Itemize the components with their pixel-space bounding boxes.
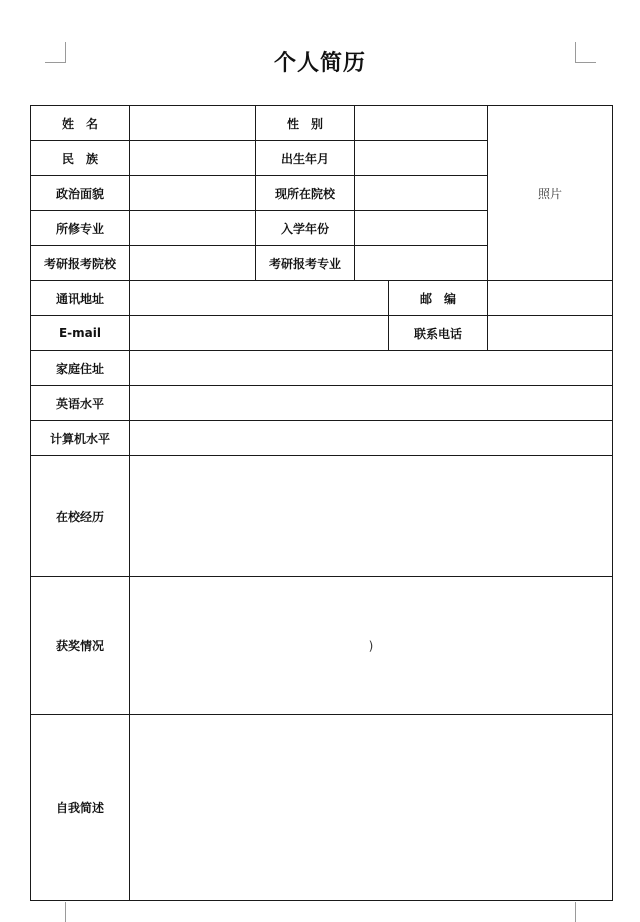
field-enroll-year[interactable] [355, 211, 488, 246]
field-home-address[interactable] [130, 351, 613, 386]
field-birth[interactable] [355, 141, 488, 176]
label-target-school: 考研报考院校 [31, 246, 130, 281]
field-political[interactable] [130, 176, 256, 211]
label-awards: 获奖情况 [31, 577, 130, 715]
field-email[interactable] [130, 316, 389, 351]
label-email: E-mail [31, 316, 130, 351]
field-english[interactable] [130, 386, 613, 421]
field-name[interactable] [130, 106, 256, 141]
label-enroll-year: 入学年份 [256, 211, 355, 246]
row-school-experience [31, 456, 613, 577]
row-english [31, 386, 613, 421]
label-computer: 计算机水平 [31, 421, 130, 456]
row-name [31, 106, 613, 141]
crop-mark-bottom-left [45, 902, 66, 922]
row-self-description [31, 715, 613, 901]
photo-box[interactable]: 照片 [488, 106, 613, 281]
row-awards [31, 577, 613, 715]
field-postcode[interactable] [488, 281, 613, 316]
label-ethnicity: 民 族 [31, 141, 130, 176]
label-school-experience: 在校经历 [31, 456, 130, 577]
label-address: 通讯地址 [31, 281, 130, 316]
row-computer [31, 421, 613, 456]
row-home-address [31, 351, 613, 386]
field-major[interactable] [130, 211, 256, 246]
field-self-description[interactable] [130, 715, 613, 901]
label-current-school: 现所在院校 [256, 176, 355, 211]
label-name: 姓 名 [31, 106, 130, 141]
row-address [31, 281, 613, 316]
field-school-experience[interactable] [130, 456, 613, 577]
field-awards[interactable]: ) [130, 577, 613, 715]
label-political: 政治面貌 [31, 176, 130, 211]
field-phone[interactable] [488, 316, 613, 351]
field-ethnicity[interactable] [130, 141, 256, 176]
field-computer[interactable] [130, 421, 613, 456]
field-address[interactable] [130, 281, 389, 316]
label-phone: 联系电话 [389, 316, 488, 351]
label-major: 所修专业 [31, 211, 130, 246]
label-postcode: 邮 编 [389, 281, 488, 316]
label-english: 英语水平 [31, 386, 130, 421]
label-birth: 出生年月 [256, 141, 355, 176]
page-title: 个人简历 [273, 51, 366, 76]
resume-table [30, 105, 613, 901]
label-self-description: 自我简述 [31, 715, 130, 901]
row-email [31, 316, 613, 351]
field-current-school[interactable] [355, 176, 488, 211]
field-gender[interactable] [355, 106, 488, 141]
label-target-major: 考研报考专业 [256, 246, 355, 281]
label-gender: 性 别 [256, 106, 355, 141]
label-home-address: 家庭住址 [31, 351, 130, 386]
field-target-major[interactable] [355, 246, 488, 281]
crop-mark-bottom-right [575, 902, 596, 922]
field-target-school[interactable] [130, 246, 256, 281]
